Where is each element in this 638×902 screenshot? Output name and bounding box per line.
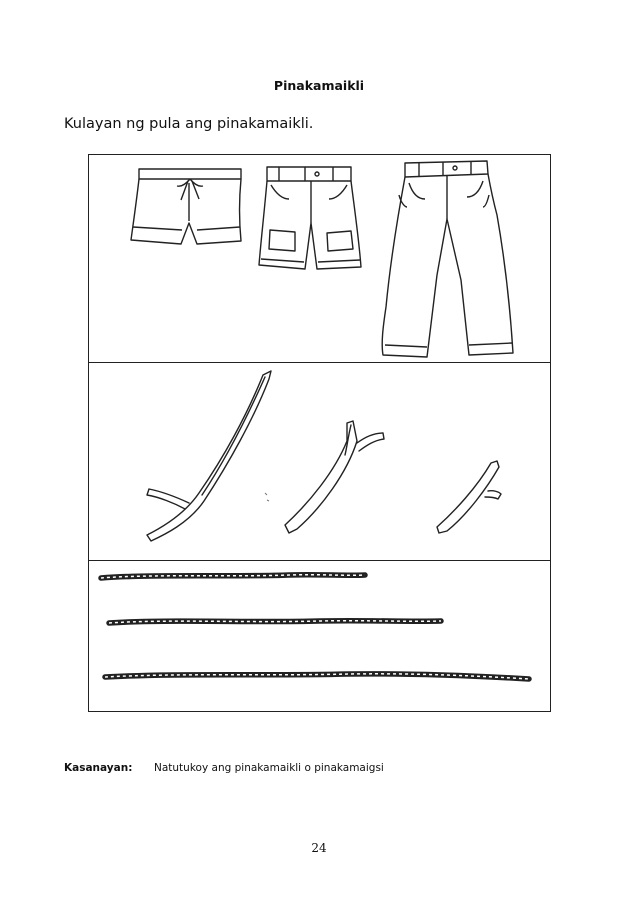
page-title: Pinakamaikli <box>273 78 365 93</box>
short-stick-icon[interactable] <box>437 461 501 533</box>
competency-line <box>64 762 384 774</box>
shorts-icon[interactable] <box>131 169 241 244</box>
long-stick-icon[interactable] <box>147 371 271 541</box>
short-pants-icon[interactable] <box>259 167 361 269</box>
competency-label: Kasanayan: <box>64 762 133 774</box>
worksheet-box <box>88 154 551 712</box>
sticks-panel <box>89 363 550 561</box>
long-rope-icon[interactable] <box>105 674 529 679</box>
medium-stick-icon[interactable] <box>285 421 384 533</box>
medium-rope-icon[interactable] <box>109 621 441 623</box>
page-number: 24 <box>311 841 327 855</box>
clothing-panel <box>89 155 550 363</box>
competency-text: Natutukoy ang pinakamaikli o pinakamaigsi <box>154 762 384 774</box>
instruction-text: Kulayan ng pula ang pinakamaikli. <box>64 116 314 132</box>
long-pants-icon[interactable] <box>382 161 513 357</box>
ropes-panel <box>89 561 550 710</box>
short-rope-icon[interactable] <box>101 575 365 578</box>
